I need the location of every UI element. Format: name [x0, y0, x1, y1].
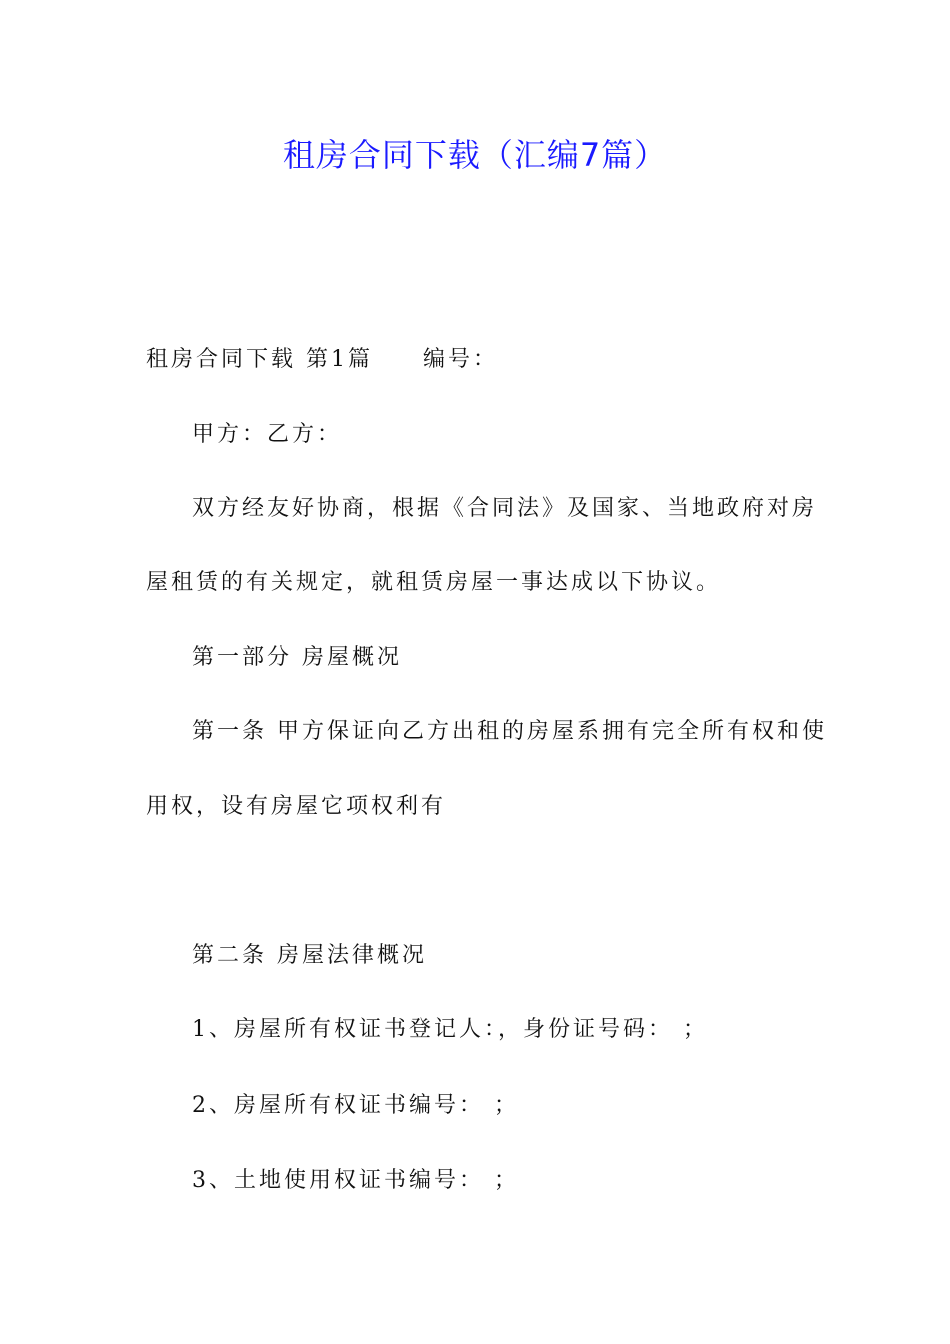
intro-paragraph-line-1: 双方经友好协商，根据《合同法》及国家、当地政府对房 — [192, 496, 818, 521]
list-item-3: 3、土地使用权证书编号： ； — [192, 1168, 519, 1193]
list-item-2: 2、房屋所有权证书编号： ； — [192, 1093, 519, 1118]
contract-number-label: 编号： — [423, 347, 499, 372]
section-number: 第1篇 — [306, 347, 374, 372]
article-one-line-1: 第一条 甲方保证向乙方出租的房屋系拥有完全所有权和使 — [192, 719, 827, 744]
section-header — [146, 345, 498, 375]
list-item-1: 1、房屋所有权证书登记人：，身份证号码： ； — [192, 1017, 708, 1042]
article-one-line-2: 用权，设有房屋它项权利有 — [146, 794, 447, 819]
part-one-heading: 第一部分 房屋概况 — [192, 645, 402, 670]
document-title: 租房合同下载（汇编7篇） — [282, 136, 668, 174]
parties-line: 甲方：乙方： — [192, 422, 343, 447]
intro-paragraph-line-2: 屋租赁的有关规定，就租赁房屋一事达成以下协议。 — [146, 570, 722, 595]
article-two-heading: 第二条 房屋法律概况 — [192, 943, 427, 968]
section-title: 租房合同下载 — [146, 347, 297, 372]
